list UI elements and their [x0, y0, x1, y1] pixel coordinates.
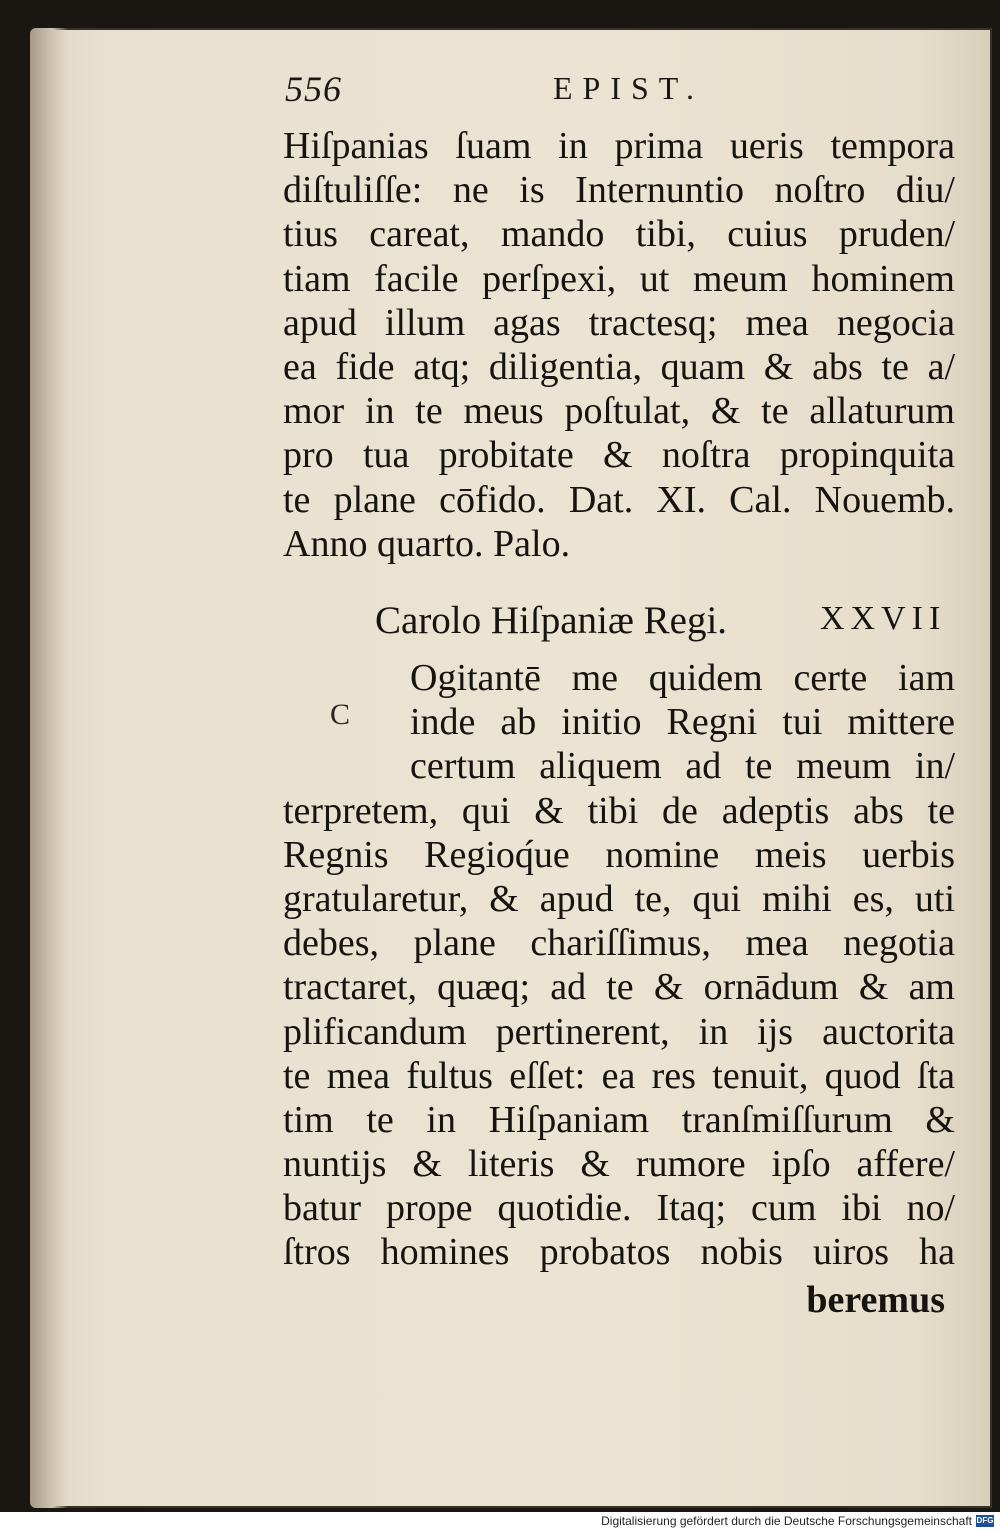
text-line: inde ab initio Regni tui mittere: [410, 701, 955, 744]
text-line: Hiſpanias ſuam in prima ueris tempora: [283, 125, 955, 167]
text-line: plificandum pertinerent, in ijs auctorita: [283, 1010, 955, 1053]
page-gutter-shadow: [30, 28, 68, 1508]
text-line: debes, plane chariſſimus, mea negotia: [283, 922, 955, 965]
letter-2-text: [283, 656, 955, 1275]
text-line: terpretem, qui & tibi de adeptis abs te: [283, 789, 955, 832]
drop-cap-guide-letter: C: [330, 698, 351, 731]
text-line: certum aliquem ad te meum in/: [410, 745, 955, 788]
running-head: EPIST.: [553, 70, 704, 106]
text-line: pro tua probitate & noſtra propinquita: [283, 434, 955, 477]
catchword: beremus: [806, 1279, 945, 1321]
text-line: batur prope quotidie. Itaq; cum ibi no/: [283, 1187, 955, 1230]
dfg-logo-icon: DFG: [976, 1516, 994, 1525]
text-line: Regnis Regioq́ue nomine meis uerbis: [283, 833, 955, 876]
letter-title: Carolo Hiſpaniæ Regi.: [375, 599, 728, 642]
text-line: Anno quarto. Palo.: [283, 522, 571, 565]
text-line: ſtros homines probatos nobis uiros ha: [283, 1231, 955, 1274]
text-line: apud illum agas tractesq; mea negocia: [283, 301, 955, 344]
text-line: Ogitantē me quidem certe iam: [410, 657, 955, 699]
text-line: nuntijs & literis & rumore ipſo affere/: [283, 1143, 955, 1186]
text-line: ea fide atq; diligentia, quam & abs te a/: [283, 345, 955, 388]
text-line: tim te in Hiſpaniam tranſmiſſurum &: [283, 1098, 955, 1141]
text-line: te plane cōfido. Dat. XI. Cal. Nouemb.: [283, 478, 955, 521]
text-line: diſtuliſſe: ne is Internuntio noſtro diu/: [283, 169, 955, 212]
text-line: mor in te meus poſtulat, & te allaturum: [283, 390, 955, 433]
text-line: tius careat, mando tibi, cuius pruden/: [283, 213, 955, 256]
page-number: 556: [285, 69, 342, 109]
funding-credit: Digitalisierung gefördert durch die Deutsche Forschungsgemeinschaft: [601, 1514, 972, 1528]
page-header: [285, 68, 945, 108]
text-line: tiam facile perſpexi, ut meum hominem: [283, 257, 955, 300]
text-line: tractaret, quæq; ad te & ornādum & am: [283, 966, 955, 1009]
letter-number: XXVII: [820, 600, 947, 637]
text-line: gratularetur, & apud te, qui mihi es, uti: [283, 877, 955, 920]
letter-1-text: [283, 124, 955, 566]
text-line: te mea fultus eſſet: ea res tenuit, quod ſta: [283, 1054, 955, 1097]
